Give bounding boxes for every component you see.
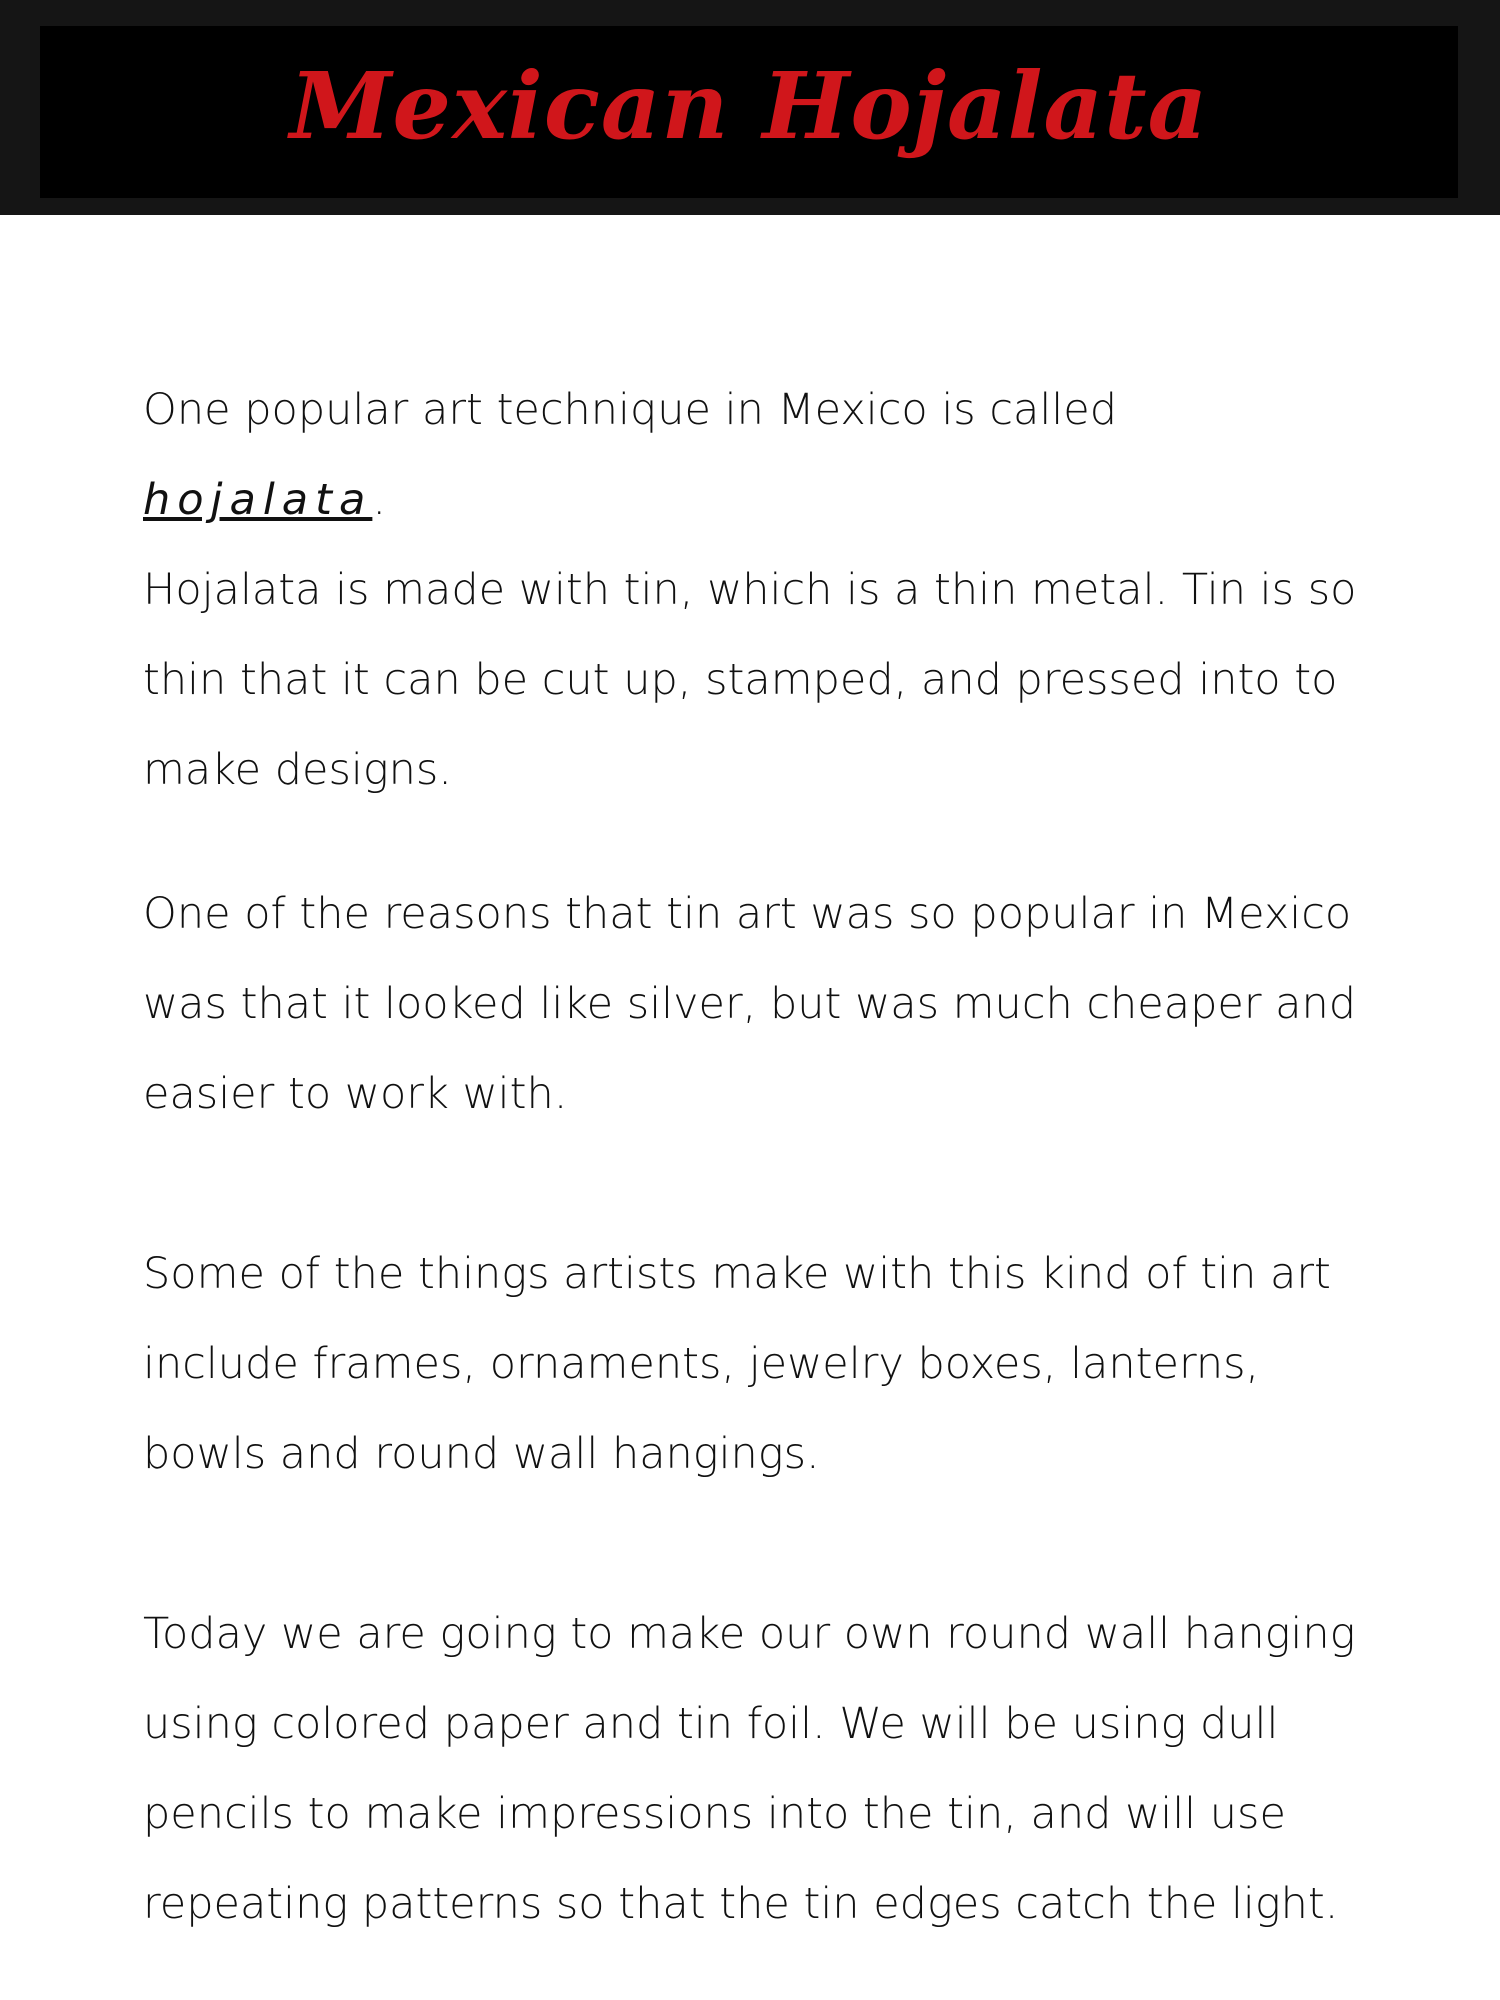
- intro-line: One popular art technique in Mexico is called: [143, 385, 1117, 435]
- reasons-paragraph: One of the reasons that tin art was so popular in Mexico was that it looked like silver, but was much cheaper and easier to work with.: [143, 889, 1357, 1119]
- header-banner: [0, 0, 1500, 215]
- header-title-box: [40, 26, 1458, 198]
- hojalata-term: hojalata: [143, 475, 373, 525]
- paragraph-spacer: [143, 815, 1383, 869]
- things-made-paragraph: Some of the things artists make with this kind of tin art include frames, ornaments, jewelry boxes, lanterns, bowls and round wall hangings.: [143, 1249, 1331, 1479]
- intro-paragraph: [143, 365, 1383, 815]
- paragraph-spacer: [143, 1139, 1383, 1229]
- activity-paragraph: Today we are going to make our own round wall hanging using colored paper and tin foil. We will be using dull pencils to make impressions into the tin, and will use repeating patterns so that the tin edges catch the light.: [143, 1609, 1356, 1929]
- term-punctuation: .: [372, 475, 387, 525]
- body-content: [143, 365, 1383, 1949]
- page-title: Mexican Hojalata: [289, 52, 1209, 160]
- paragraph-spacer: [143, 1499, 1383, 1589]
- definition-text: Hojalata is made with tin, which is a thin metal. Tin is so thin that it can be cut up, stamped, and pressed into to make designs.: [143, 565, 1357, 795]
